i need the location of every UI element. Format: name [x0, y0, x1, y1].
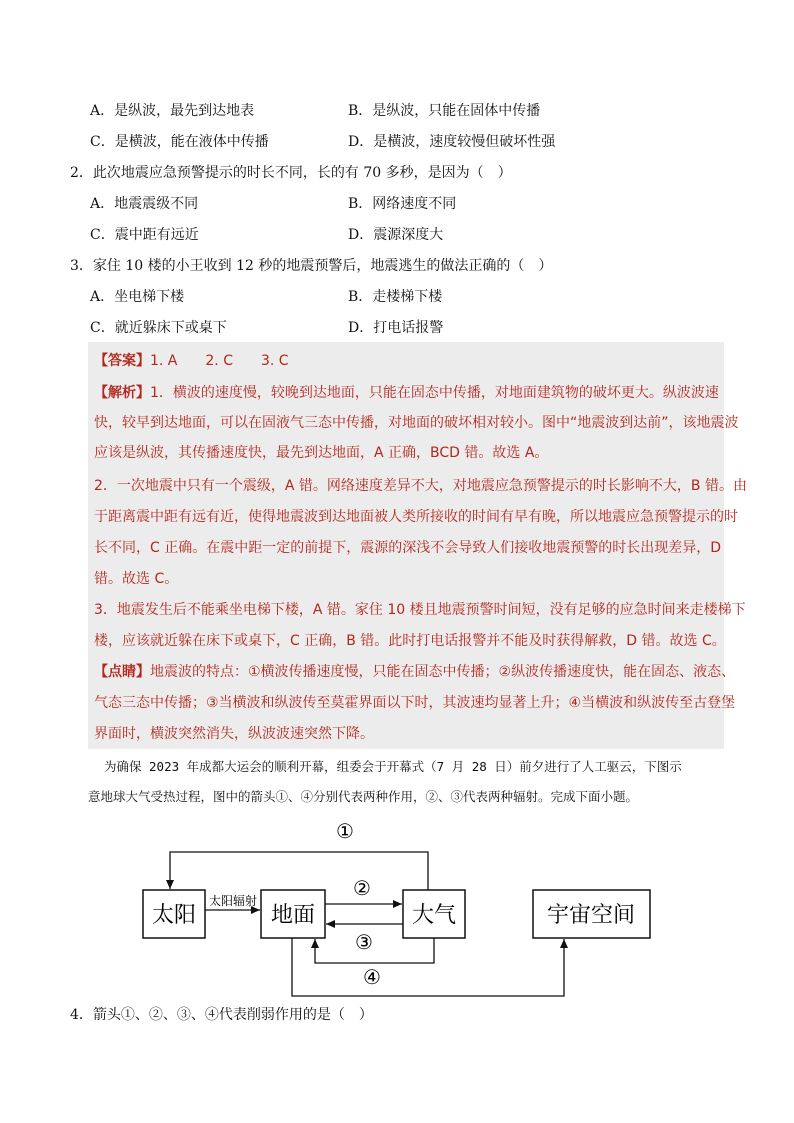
arrow-1-label: ①: [336, 819, 354, 843]
arrow-1: [170, 852, 428, 890]
analysis-line-2: 快，较早到达地面，可以在固液气三态中传播，对地面的破坏相对较小。图中“地震波到达前”，该地震波: [94, 415, 739, 431]
q2-option-b: B．网络速度不同: [348, 196, 457, 212]
q4-stem: 4．箭头①、②、③、④代表削弱作用的是（ ）: [70, 1007, 373, 1023]
q2-stem: 2．此次地震应急预警提示的时长不同，长的有 70 多秒，是因为（ ）: [70, 165, 512, 181]
intro-line-1: 为确保 2023 年成都大运会的顺利开幕，组委会于开幕式（7 月 28 日）前夕进行了人工驱云，下图示: [104, 759, 682, 774]
arrow-3-label: ③: [355, 930, 373, 954]
sun-label: 太阳: [151, 903, 197, 928]
tip-line-2: 气态三态中传播；③当横波和纵波传至莫霍界面以下时，其波速均显著上升；④当横波和纵波传至古登堡: [94, 695, 736, 711]
arrow-2-label: ②: [353, 876, 371, 900]
q3-stem: 3．家住 10 楼的小王收到 12 秒的地震预警后，地震逃生的做法正确的（ ）: [70, 258, 553, 274]
arrow-3: [315, 938, 434, 963]
tip-line-3: 界面时，横波突然消失，纵波波速突然下降。: [94, 726, 374, 742]
arrow-4: [292, 938, 564, 996]
solar-radiation-label: 太阳辐射: [208, 894, 258, 908]
answer-line: [94, 351, 289, 371]
atmosphere-heating-diagram: [130, 812, 670, 1008]
space-label: 宇宙空间: [546, 903, 636, 928]
analysis-line-9: 楼，应该就近躲在床下或桌下，C 正确，B 错。此时打电话报警并不能及时获得解救，D 错。故选 C。: [94, 633, 726, 649]
analysis-line-6: 长不同，C 正确。在震中距一定的前提下，震源的深浅不会导致人们接收地震预警的时长出现差异，D: [94, 540, 722, 556]
tip-line-1: [94, 662, 735, 682]
q1-option-a: A．是纵波，最先到达地表: [90, 103, 255, 119]
analysis-line-3: 应该是纵波，其传播速度快，最先到达地面，A 正确，BCD 错。故选 A。: [94, 445, 549, 461]
q1-option-d: D．是横波，速度较慢但破坏性强: [348, 134, 556, 150]
q2-option-d: D．震源深度大: [348, 227, 444, 243]
q2-option-c: C．震中距有远近: [90, 227, 199, 243]
tip-tag: 【点睛】: [94, 664, 150, 680]
answer-tag: 【答案】: [94, 353, 150, 369]
tip-text: 地震波的特点：①横波传播速度慢，只能在固态中传播；②纵波传播速度快，能在固态、液态、: [150, 664, 736, 680]
ground-label: 地面: [270, 903, 316, 928]
q1-option-c: C．是横波，能在液体中传播: [90, 134, 269, 150]
intro-line-2: 意地球大气受热过程，图中的箭头①、④分别代表两种作用，②、③代表两种辐射。完成下面小题。: [88, 789, 639, 804]
analysis-text: 1．横波的速度慢，较晚到达地面，只能在固态中传播，对地面建筑物的破坏更大。纵波波速: [150, 385, 719, 401]
analysis-line-4: 2．一次地震中只有一个震级，A 错。网络速度差异不大，对地震应急预警提示的时长影响不大，B 错。由: [94, 478, 747, 494]
q3-option-b: B．走楼梯下楼: [348, 289, 443, 305]
atmosphere-label: 大气: [411, 903, 457, 928]
analysis-line-8: 3．地震发生后不能乘坐电梯下楼，A 错。家住 10 楼且地震预警时间短，没有足够的应急时间来走楼梯下: [94, 602, 746, 618]
analysis-line-1: [94, 383, 719, 403]
answer-text: 1. A 2. C 3. C: [150, 353, 289, 369]
q1-option-b: B．是纵波，只能在固体中传播: [348, 103, 541, 119]
q3-option-a: A．坐电梯下楼: [90, 289, 185, 305]
q3-option-d: D．打电话报警: [348, 320, 444, 336]
analysis-tag: 【解析】: [94, 385, 150, 401]
q2-option-a: A．地震震级不同: [90, 196, 199, 212]
arrow-4-label: ④: [363, 965, 381, 989]
analysis-line-5: 于距离震中距有远有近，使得地震波到达地面被人类所接收的时间有早有晚，所以地震应急预警提示的时: [94, 509, 738, 525]
analysis-line-7: 错。故选 C。: [94, 571, 179, 587]
q3-option-c: C．就近躲床下或桌下: [90, 320, 227, 336]
